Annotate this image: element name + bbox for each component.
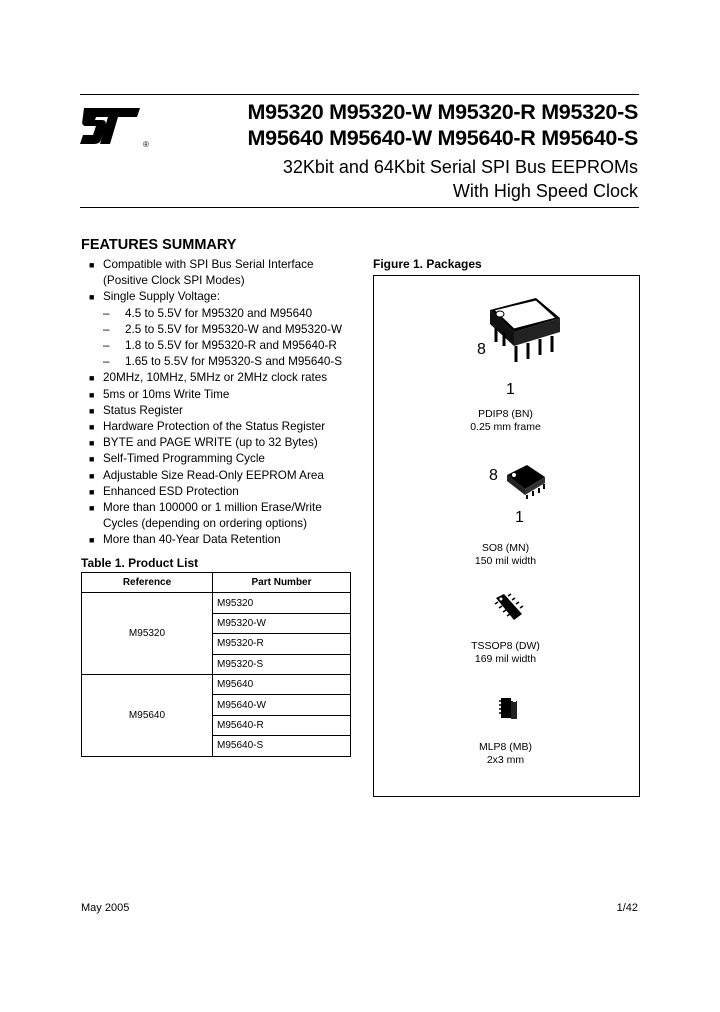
- tssop8-package-icon: [494, 592, 524, 622]
- table-caption: Table 1. Product List: [81, 556, 199, 570]
- feature-item: ■ More than 100000 or 1 million Erase/Write Cycles (depending on ordering options): [89, 501, 322, 531]
- feature-item: ■ More than 40-Year Data Retention: [89, 532, 359, 548]
- features-list: [89, 257, 359, 549]
- bullet: ■: [89, 454, 95, 465]
- feature-item: ■ Adjustable Size Read-Only EEPROM Area: [89, 468, 359, 484]
- so8-pin-1-label: 1: [515, 509, 524, 526]
- part-number-cell: M95640-R: [213, 715, 351, 735]
- pdip8-package-icon: [486, 296, 566, 371]
- feature-item: ■ Single Supply Voltage:: [89, 289, 359, 305]
- subtitle-line-1: 32Kbit and 64Kbit Serial SPI Bus EEPROMs: [282, 157, 638, 177]
- part-number-cell: M95320-W: [213, 613, 351, 633]
- bullet: ■: [89, 373, 95, 384]
- feature-item: ■ BYTE and PAGE WRITE (up to 32 Bytes): [89, 435, 359, 451]
- feature-subitem: – 4.5 to 5.5V for M95320 and M95640: [103, 306, 313, 320]
- column-header-part-number: Part Number: [213, 573, 351, 593]
- pdip8-pin-1-label: 1: [506, 381, 515, 398]
- so8-label: SO8 (MN) 150 mil width: [474, 542, 537, 567]
- bullet: ■: [89, 292, 95, 303]
- header-bottom-rule: [80, 207, 639, 208]
- figure-caption: Figure 1. Packages: [373, 257, 482, 271]
- pdip8-label: PDIP8 (BN) 0.25 mm frame: [470, 408, 541, 433]
- features-title: FEATURES SUMMARY: [81, 237, 237, 253]
- part-number-cell: M95640-S: [213, 736, 351, 756]
- title-line-2: M95640 M95640-W M95640-R M95640-S: [247, 126, 638, 150]
- mlp8-package-icon: [498, 697, 522, 721]
- table-row: [82, 593, 351, 613]
- subtitle-line-2: With High Speed Clock: [452, 181, 638, 201]
- bullet: ■: [89, 260, 95, 270]
- pdip8-pin-8-label: 8: [477, 341, 486, 358]
- part-number-cell: M95320-R: [213, 634, 351, 654]
- st-logo: [80, 104, 152, 150]
- tssop8-label: TSSOP8 (DW) 169 mil width: [471, 640, 540, 665]
- feature-item: ■ Enhanced ESD Protection: [89, 484, 359, 500]
- mlp8-label: MLP8 (MB) 2x3 mm: [478, 741, 533, 766]
- so8-pin-8-label: 8: [489, 467, 498, 484]
- feature-subitem: – 1.65 to 5.5V for M95320-S and M95640-S: [103, 355, 343, 369]
- bullet: ■: [89, 503, 95, 514]
- column-header-reference: Reference: [82, 573, 213, 593]
- feature-item: ■ Self-Timed Programming Cycle: [89, 451, 359, 467]
- product-table: [81, 572, 351, 757]
- feature-item: ■ 20MHz, 10MHz, 5MHz or 2MHz clock rates: [89, 370, 359, 386]
- bullet: ■: [89, 438, 95, 449]
- part-number-cell: M95320-S: [213, 654, 351, 674]
- part-number-cell: M95640-W: [213, 695, 351, 715]
- reference-cell: M95320: [82, 593, 213, 675]
- registered-mark: ®: [143, 140, 149, 149]
- feature-subitem: – 1.8 to 5.5V for M95320-R and M95640-R: [103, 339, 337, 353]
- part-number-cell: M95640: [213, 674, 351, 694]
- feature-subitem: – 2.5 to 5.5V for M95320-W and M95320-W: [103, 322, 342, 336]
- feature-item: ■ Compatible with SPI Bus Serial Interface (Positive Clock SPI Modes): [89, 258, 314, 288]
- bullet: ■: [89, 486, 95, 497]
- bullet: ■: [89, 470, 95, 481]
- reference-cell: M95640: [82, 674, 213, 756]
- bullet: ■: [89, 389, 95, 400]
- header-top-rule: [80, 94, 639, 95]
- bullet: ■: [89, 405, 95, 416]
- feature-item: ■ 5ms or 10ms Write Time: [89, 387, 359, 403]
- bullet: ■: [89, 422, 95, 433]
- feature-item: ■ Hardware Protection of the Status Register: [89, 419, 359, 435]
- part-number-cell: M95320: [213, 593, 351, 613]
- footer-page-number: 1/42: [616, 902, 638, 914]
- table-row: [82, 674, 351, 694]
- feature-item: ■ Status Register: [89, 403, 359, 419]
- title-line-1: M95320 M95320-W M95320-R M95320-S: [247, 100, 638, 124]
- so8-package-icon: [505, 463, 547, 499]
- bullet: ■: [89, 535, 95, 546]
- footer-date: May 2005: [81, 902, 130, 914]
- table-header-row: [82, 573, 351, 593]
